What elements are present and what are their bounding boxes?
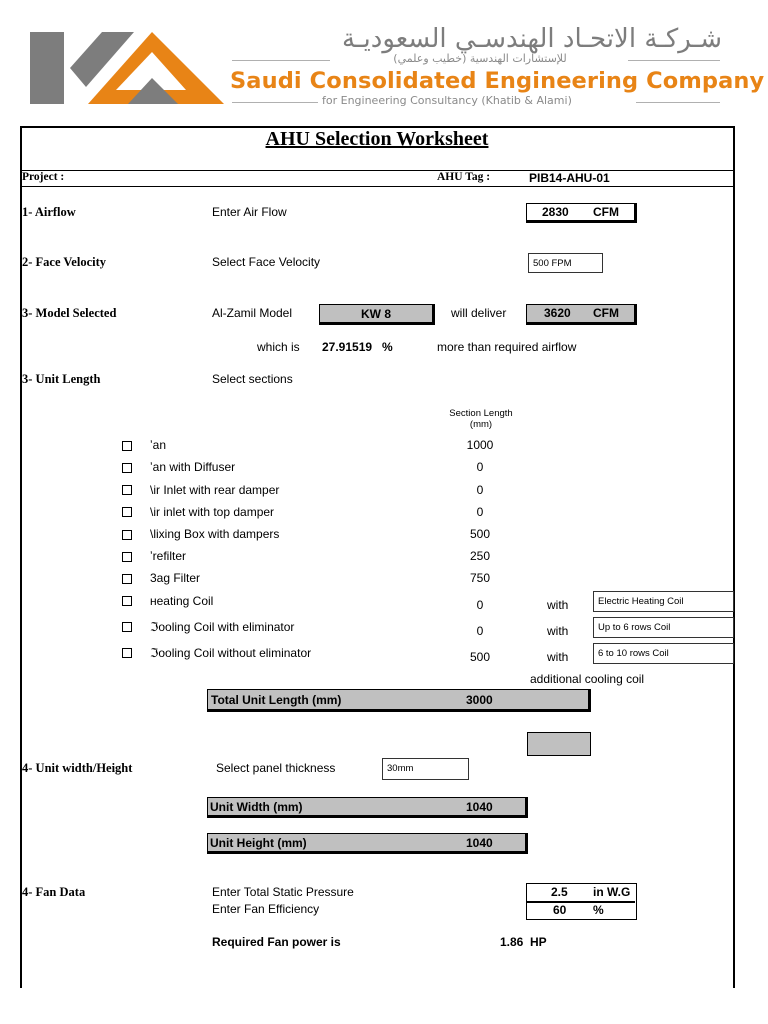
row-divider: [20, 186, 734, 187]
section-checkbox[interactable]: [122, 596, 132, 606]
row-divider: [20, 170, 734, 171]
cooling-coil-rows-select[interactable]: Up to 6 rows Coil: [593, 617, 734, 638]
section-length: 750: [469, 571, 491, 585]
face-velocity-label: 2- Face Velocity: [22, 255, 107, 269]
ahu-tag-label: AHU Tag :: [437, 171, 491, 183]
section-checkbox[interactable]: [122, 463, 132, 473]
excess-percent-value: 27.91519: [322, 340, 373, 354]
unit-width-output: [207, 797, 528, 818]
company-subtitle-arabic: للإستشارات الهندسية (خطيب وعلمي): [393, 52, 567, 65]
model-prompt: Al-Zamil Model: [212, 306, 293, 320]
divider: [636, 102, 720, 103]
cooling-coil-rows-select[interactable]: 6 to 10 rows Coil: [593, 643, 734, 664]
fan-power-label: Required Fan power is: [212, 935, 341, 949]
heating-coil-type-select[interactable]: Electric Heating Coil: [593, 591, 734, 612]
airflow-value: 2830: [542, 205, 569, 219]
section-length: 0: [476, 460, 484, 474]
which-is-text: which is: [257, 340, 300, 354]
section-checkbox[interactable]: [122, 441, 132, 451]
ahu-tag-value[interactable]: PIB14-AHU-01: [529, 171, 610, 185]
unit-width-value: 1040: [466, 800, 493, 814]
airflow-prompt: Enter Air Flow: [212, 205, 287, 219]
section-length-header-line1: Section Length: [449, 408, 513, 419]
section-length: 0: [476, 483, 484, 497]
section-name: ʼan with Diffuser: [150, 460, 236, 474]
with-text: with: [547, 650, 569, 664]
unit-width-label: Unit Width (mm): [210, 800, 303, 814]
divider: [232, 60, 330, 61]
delivered-airflow-output: [526, 304, 637, 325]
model-value: KW 8: [361, 307, 391, 321]
project-label: Project :: [22, 171, 65, 183]
with-text: with: [547, 598, 569, 612]
blank-gray-cell: [527, 732, 591, 756]
excess-percent-unit: %: [382, 340, 393, 354]
static-pressure-prompt: Enter Total Static Pressure: [212, 885, 354, 899]
company-name-arabic: شـركـة الاتحـاد الهندسـي السعوديـة: [341, 24, 722, 54]
company-name-english: Saudi Consolidated Engineering Company: [230, 68, 765, 94]
additional-cooling-coil-text: additional cooling coil: [530, 672, 645, 686]
section-checkbox[interactable]: [122, 530, 132, 540]
company-subtitle-english: for Engineering Consultancy (Khatib & Alami): [322, 94, 572, 107]
total-unit-length-value: 3000: [466, 693, 493, 707]
face-velocity-select[interactable]: 500 FPM: [528, 253, 603, 273]
fan-efficiency-value[interactable]: 60: [553, 903, 567, 917]
unit-length-label: 3- Unit Length: [22, 372, 101, 386]
unit-length-prompt: Select sections: [212, 372, 293, 386]
unit-height-label: Unit Height (mm): [210, 836, 307, 850]
divider: [527, 901, 635, 903]
unit-size-label: 4- Unit width/Height: [22, 761, 133, 775]
section-checkbox[interactable]: [122, 485, 132, 495]
section-length: 0: [476, 624, 484, 638]
airflow-label: 1- Airflow: [22, 205, 76, 219]
delivered-airflow-unit: CFM: [593, 306, 619, 320]
sheet-border-right: [733, 126, 735, 988]
unit-height-value: 1040: [466, 836, 493, 850]
airflow-unit: CFM: [593, 205, 619, 219]
section-name: \ir Inlet with rear damper: [150, 483, 280, 497]
divider: [628, 60, 720, 61]
section-checkbox[interactable]: [122, 507, 132, 517]
section-length-header-line2: (mm): [469, 419, 493, 430]
section-name: \ir inlet with top damper: [150, 505, 275, 519]
airflow-input[interactable]: [526, 203, 637, 223]
unit-height-output: [207, 833, 528, 854]
static-pressure-value[interactable]: 2.5: [551, 885, 568, 899]
delivered-airflow-value: 3620: [544, 306, 571, 320]
will-deliver-text: will deliver: [451, 306, 507, 320]
model-label: 3- Model Selected: [22, 306, 117, 320]
fan-power-unit: HP: [530, 935, 547, 949]
fan-data-label: 4- Fan Data: [22, 885, 86, 899]
fan-power-value: 1.86: [500, 935, 524, 949]
divider: [232, 102, 318, 103]
company-logo: [30, 32, 224, 104]
section-name: 3ag Filter: [150, 571, 201, 585]
section-checkbox[interactable]: [122, 648, 132, 658]
section-name: ℑooling Coil with eliminator: [150, 620, 295, 634]
static-pressure-unit: in W.G: [593, 885, 631, 899]
model-output: [319, 304, 435, 325]
fan-efficiency-unit: %: [593, 903, 604, 917]
section-length: 0: [476, 598, 484, 612]
with-text: with: [547, 624, 569, 638]
fan-data-input-block: [526, 883, 637, 920]
section-length: 1000: [466, 438, 494, 452]
panel-thickness-select[interactable]: 30mm: [382, 758, 469, 780]
section-length: 250: [469, 549, 491, 563]
section-checkbox[interactable]: [122, 622, 132, 632]
section-name: \lixing Box with dampers: [150, 527, 280, 541]
section-length: 0: [476, 505, 484, 519]
section-length: 500: [469, 527, 491, 541]
section-name: ʜeating Coil: [150, 594, 214, 608]
total-unit-length-label: Total Unit Length (mm): [211, 693, 342, 707]
fan-efficiency-prompt: Enter Fan Efficiency: [212, 902, 320, 916]
face-velocity-prompt: Select Face Velocity: [212, 255, 321, 269]
total-unit-length-output: [207, 689, 591, 712]
section-length-header: [436, 408, 526, 430]
section-name: ʼan: [150, 438, 167, 452]
more-than-required-text: more than required airflow: [437, 340, 577, 354]
section-name: ʼrefilter: [150, 549, 187, 563]
worksheet-title: AHU Selection Worksheet: [265, 128, 489, 150]
section-checkbox[interactable]: [122, 574, 132, 584]
section-name: ℑooling Coil without eliminator: [150, 646, 312, 660]
panel-thickness-prompt: Select panel thickness: [216, 761, 336, 775]
section-checkbox[interactable]: [122, 552, 132, 562]
section-length: 500: [469, 650, 491, 664]
